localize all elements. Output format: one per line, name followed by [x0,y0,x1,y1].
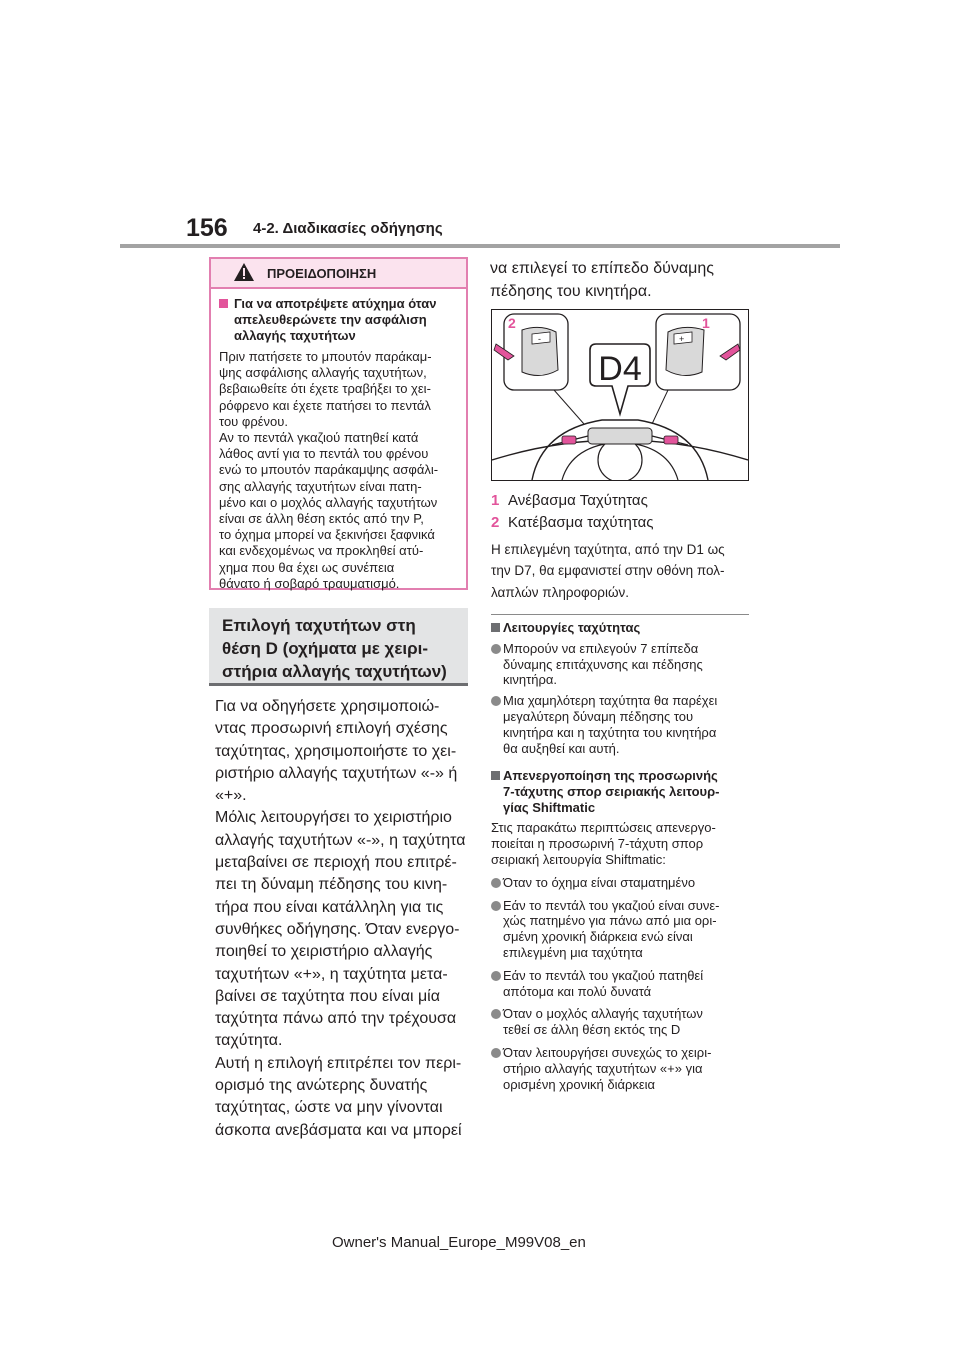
legend-item: 2 Κατέβασμα ταχύτητας [491,514,654,531]
legend-item: 1 Ανέβασμα Ταχύτητας [491,492,648,509]
steering-wheel-illustration [492,310,748,480]
deactivation-section [491,768,756,1092]
left-body-text: Για να οδηγήσετε χρησιμοποιώ- ντας προσωρινή επιλογή σχέσης ταχύτητας, χρησιμοποιήστε το χει- ριστήριο αλλαγής ταχυτήτων «-» ή «+». Μόλις λειτουργήσει το χειριστήριο αλλαγής ταχυτήτων «-», η ταχύτητα μεταβαίνει σε περιοχή που επιτρέ- πει τη δύναμη πέδησης του κινη- τήρα που είναι κατάλληλη για τις συνθήκες οδήγησης. Όταν ενεργο- ποιηθεί το χειριστήριο αλλαγής ταχυτήτων «+», η ταχύτητα μετα- βαίνει σε ταχύτητα που είναι μία ταχύτητα πάνω από την τρέχουσα ταχύτητα. Αυτή η επιλογή επιτρέπει τον περι- ορισμό της ανώτερης δυνατής ταχύτητας, ώστε να μην γίνονται άσκοπα ανεβάσματα και να μπορεί [215,698,466,1139]
gear-display-d4: D4 [598,350,642,388]
display-note: Η επιλεγμένη ταχύτητα, από την D1 ως την D7, θα εμφανιστεί στην οθόνη πολ- λαπλών πληροφοριών. [491,542,725,600]
warning-body: Πριν πατήσετε το μπουτόν παράκαμ- ψης ασφάλισης αλλαγής ταχυτήτων, βεβαιωθείτε ότι έχετε τραβήξει το χει- ρόφρενο και έχετε πατήσει το πεντάλ του φρένου. Αν το πεντάλ γκαζιού πατηθεί κατά λάθος αντί για το πεντάλ του φρένου ενώ το μπουτόν παράκαμψης ασφάλι- σης αλλαγής ταχυτήτων είναι πατη- μένο και ο μοχλός αλλαγής ταχυτήτων είναι σε άλλη θέση εκτός από την P, το όχημα μπορεί να ξεκινήσει ξαφνικά και ενδεχομένως να προκληθεί ατύ- χημα που θα έχει ως συνέπεια θάνατο ή σοβαρό τραυματισμό. [219,349,439,591]
right-divider [491,614,749,615]
functions-list [491,620,756,756]
paddle-shifter-figure [491,309,749,481]
list-item: Εάν το πεντάλ του γκαζιού είναι συνε- χώς πατημένο για πάνω από μια ορι- σμένη χρονική διάρκεια ενώ είναι επιλεγμένη μια ταχύτητα [491,898,756,961]
page-number: 156 [186,214,228,242]
minus-paddle-label: - [538,334,541,344]
footer-text: Owner's Manual_Europe_M99V08_en [332,1234,586,1251]
callout-2: 2 [508,315,516,331]
figure-legend [491,490,756,534]
warning-box [209,257,468,590]
warning-title: ΠΡΟΕΙΔΟΠΟΙΗΣΗ [267,266,377,281]
deactivation-intro: Στις παρακάτω περιπτώσεις απενεργο- ποιείται η προσωρινή 7-τάχυτη σπορ σειριακή λειτουργία Shiftmatic: [491,820,716,867]
callout-1: 1 [702,315,710,331]
list-item: Μπορούν να επιλεγούν 7 επίπεδα δύναμης επιτάχυνσης και πέδησης κινητήρα. [491,641,756,688]
header-divider [120,244,840,248]
section-heading: Επιλογή ταχυτήτων στη θέση D (οχήματα με χειρι- στήρια αλλαγής ταχυτήτων) [209,608,468,686]
functions-heading: Λειτουργίες ταχύτητας [491,620,756,636]
warning-subheading: Για να αποτρέψετε ατύχημα όταν απελευθερώνετε την ασφάλιση αλλαγής ταχυτήτων [219,296,463,344]
list-item: Όταν ο μοχλός αλλαγής ταχυτήτων τεθεί σε άλλη θέση εκτός της D [491,1006,756,1038]
right-continuation-text: να επιλεγεί το επίπεδο δύναμης πέδησης του κινητήρα. [490,260,715,300]
pink-square-bullet-icon [219,299,228,308]
warning-header [211,259,466,289]
deactivation-heading: Απενεργοποίηση της προσωρινής 7-τάχυτης σπορ σειριακής λειτουρ- γίας Shiftmatic [491,768,756,815]
warning-triangle-icon [233,262,255,282]
list-item: Όταν λειτουργήσει συνεχώς το χειρι- στήριο αλλαγής ταχυτήτων «+» για ορισμένη χρονική διάρκεια [491,1045,756,1092]
list-item: Μια χαμηλότερη ταχύτητα θα παρέχει μεγαλύτερη δύναμη πέδησης του κινητήρα και η ταχύτητα του κινητήρα θα αυξηθεί και αυτή. [491,693,756,756]
plus-paddle-label: + [679,334,685,344]
list-item: Όταν το όχημα είναι σταματημένο [491,875,756,891]
chapter-title: 4-2. Διαδικασίες οδήγησης [253,220,443,237]
list-item: Εάν το πεντάλ του γκαζιού πατηθεί απότομα και πολύ δυνατά [491,968,756,1000]
